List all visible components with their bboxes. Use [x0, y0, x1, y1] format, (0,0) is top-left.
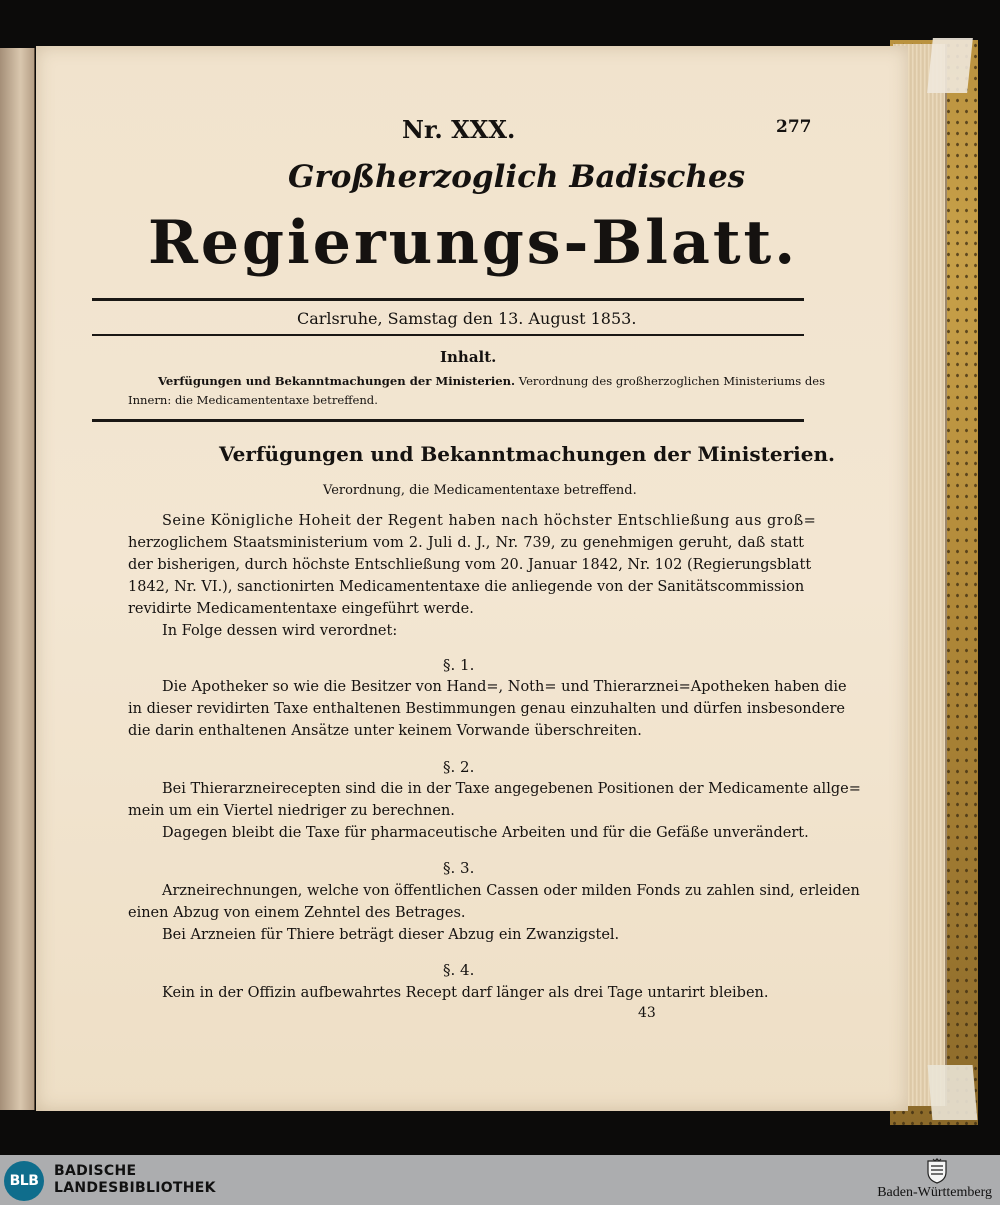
- paragraph-1-line-3: die darin enthaltenen Ansätze unter keinem Vorwande überschreiten.: [128, 723, 642, 739]
- contents-line-1: [158, 374, 825, 388]
- page-number: 277: [776, 117, 812, 137]
- preamble-line-3: der bisherigen, durch höchste Entschließung vom 20. Januar 1842, Nr. 102 (Regierungsblatt: [128, 557, 812, 573]
- library-name[interactable]: [54, 1163, 216, 1197]
- paragraph-1-line-1: Die Apotheker so wie die Besitzer von Hand=, Noth= und Thierarznei=Apotheken haben die: [162, 679, 847, 695]
- issue-number: Nr. XXX.: [402, 115, 516, 144]
- paragraph-2-line-2: mein um ein Viertel niedriger zu berechnen.: [128, 803, 455, 819]
- library-name-line-2: LANDESBIBLIOTHEK: [54, 1180, 216, 1196]
- paragraph-4-number: §. 4.: [443, 961, 475, 979]
- library-name-line-1: BADISCHE: [54, 1163, 137, 1179]
- paragraph-1-line-2: in dieser revidirten Taxe enthaltenen Bestimmungen genau einzuhalten und dürfen insbesondere: [128, 701, 846, 717]
- paragraph-2-line-3: Dagegen bleibt die Taxe für pharmaceutische Arbeiten und für die Gefäße unverändert.: [162, 825, 809, 841]
- paragraph-4-line-1: Kein in der Offizin aufbewahrtes Recept darf länger als drei Tage untarirt bleiben.: [162, 985, 769, 1001]
- left-page-edge: [0, 48, 35, 1110]
- state-crest-icon: [926, 1158, 948, 1184]
- contents-heading: Inhalt.: [440, 348, 497, 366]
- contents-bold-entry: Verfügungen und Bekanntmachungen der Ministerien.: [158, 374, 516, 388]
- title-line-1: Großherzoglich Badisches: [288, 159, 746, 195]
- preamble-line-4: 1842, Nr. VI.), sanctionirten Medicamententaxe die anliegende von der Sanitätscommission: [128, 579, 805, 595]
- signature-mark: 43: [638, 1005, 656, 1021]
- contents-rule: [92, 419, 804, 422]
- paragraph-3-line-1: Arzneirechnungen, welche von öffentlichen Cassen oder milden Fonds zu zahlen sind, erleiden: [162, 883, 860, 899]
- section-subheading: Verordnung, die Medicamententaxe betreffend.: [323, 483, 637, 498]
- preamble-line-1: Seine Königliche Hoheit der Regent haben nach höchster Entschließung aus groß=: [162, 513, 817, 529]
- page-corner-bottom: [928, 1065, 978, 1120]
- viewer-footer: [0, 1155, 1000, 1205]
- decree-line: In Folge dessen wird verordnet:: [162, 623, 398, 639]
- contents-entry-rest: Verordnung des großherzoglichen Ministeriums des: [518, 374, 826, 388]
- paragraph-3-line-2: einen Abzug von einem Zehntel des Betrages.: [128, 905, 466, 921]
- paragraph-3-number: §. 3.: [443, 859, 475, 877]
- preamble-line-5: revidirte Medicamententaxe eingeführt werde.: [128, 601, 474, 617]
- header-rule-bottom: [92, 334, 804, 336]
- blb-logo-icon[interactable]: BLB: [4, 1161, 44, 1201]
- paragraph-3-line-3: Bei Arzneien für Thiere beträgt dieser Abzug ein Zwanzigstel.: [162, 927, 620, 943]
- paragraph-1-number: §. 1.: [443, 656, 475, 674]
- state-name: Baden-Württemberg: [877, 1185, 992, 1200]
- paragraph-2-number: §. 2.: [443, 758, 475, 776]
- dateline: Carlsruhe, Samstag den 13. August 1853.: [297, 309, 637, 328]
- contents-line-2: Innern: die Medicamententaxe betreffend.: [128, 393, 378, 407]
- header-rule-top: [92, 298, 804, 301]
- section-heading: Verfügungen und Bekanntmachungen der Ministerien.: [219, 442, 835, 466]
- page-corner-top: [927, 38, 973, 93]
- title-line-2: Regierungs-Blatt.: [148, 208, 799, 278]
- preamble-line-2: herzoglichem Staatsministerium vom 2. Juli d. J., Nr. 739, zu genehmigen geruht, daß statt: [128, 535, 804, 551]
- paragraph-2-line-1: Bei Thierarzneirecepten sind die in der Taxe angegebenen Positionen der Medicamente allge=: [162, 781, 861, 797]
